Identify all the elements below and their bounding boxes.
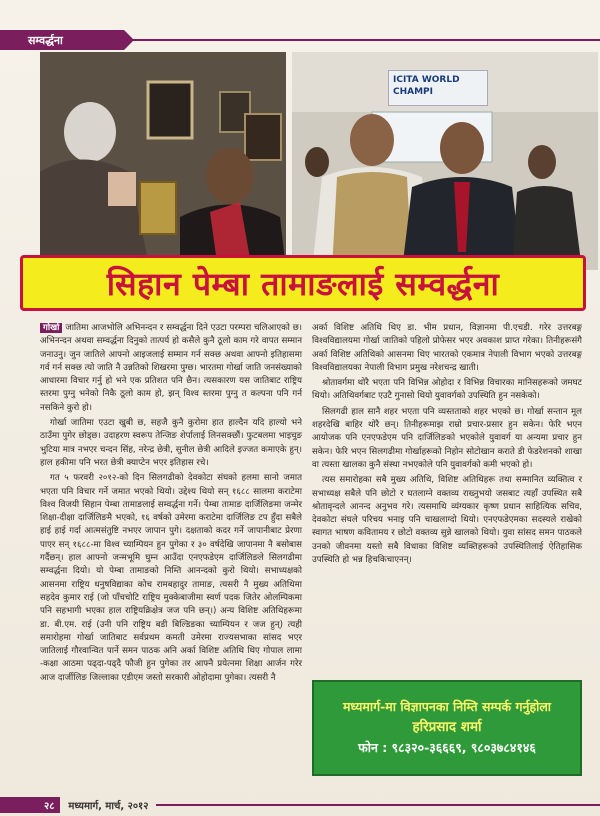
- paragraph-1-text: जातिमा आजभोलि अभिनन्दन र सम्वर्द्धना दिने एउटा परम्परा चलिआएको छ। अभिनन्दन अथवा सम्वर्द्धना दिनुको तात्पर्य हो कसैले कुनै ठूलो काम गरे वापत सम्मान जनाउनु। जुन जातिले आफ्नो आइजलाई सम्मान गर्न सक्छ अथवा आफ्नो इतिहासमा गर्व गर्न सक्छ त्यो जाति नै उन्नतिको शिखरमा पुग्छ। भारतमा गोर्खा जाति जनसंख्याको आधारमा विचार गर्नु हो भने एक प्रतिशत पनि छैन। त्यसकारण यस जातिबाट राष्ट्रिय स्तरमा पुग्नु भनेको निकै ठूलो काम हो, झन् विश्व स्तरमा पुग्नु त कल्पना पनि गर्न नसकिने कुरो हो।: [40, 323, 302, 413]
- article-column-right: [312, 322, 582, 569]
- framed-portrait: [148, 82, 192, 138]
- lead-word: गोर्खा: [40, 323, 62, 333]
- page-number: २८: [0, 797, 60, 813]
- man-left-head: [350, 114, 394, 166]
- man-right-head: [440, 122, 484, 174]
- paragraph-3: गत ५ फरवरी २०१२-को दिन सिलगढीको देवकोटा संघको हलमा सानो जमात भएता पनि विचार गर्ने जमात भएको थियो। उद्देश्य थियो सन् १६८८ सालमा कराटेमा विश्व विजयी सिहान पेम्बा तामाङलाई सम्वर्द्धना गर्ने। पेम्बा तामाङ दार्जिलिङमा जन्मेर शिक्षा-दीक्षा दार्जिलिङमै भएको, १६ वर्षको उमेरमा कराटेमा दार्जिलिङ टप हुँदा सबैले हाई हाई गर्दा आत्मसंतुष्टि नभएर जापान पुगे। दक्षताको कदर गर्ने जापानीबाट प्रेरणा पाएर सन् १६८८-मा विश्व च्याम्पियन हुन पुगेका र ३० वर्षदेखि जापानमा नै बसोबास गर्दैछन्। हाल आफ्नो जन्मभूमि घुम्न आउँदा एनएफडेएम दार्जिलिङले सिलगढीमा सम्वर्द्धना दियो। यो पेम्बा तामाङको निम्ति आनन्दको कुरो थियो। सभाध्यक्षको आसनमा राष्ट्रिय धनुषविद्याका कोच रामबहादुर तामाङ, त्यसरी नै मुख्य अतिथिमा सहदेव कुमार राई (जो पाँचचोटि राष्ट्रिय मुक्केबाजीमा स्वर्ण पदक जितेर ओलम्पिकमा पनि सहभागी भएका हाल राष्ट्रियक्रिक्षेत्र जज पनि छन्।) अन्य विशिष्ट अतिथिहरूमा डा. बी.एम. राई (उनी पनि राष्ट्रिय बडी बिल्डिङका च्याम्पियन र जज हुन्) त्यही समारोहमा गोर्खा जातिबाट सर्वप्रथम कमती उमेरमा राज्यसभाका सांसद भएर जातिलाई गौरवान्वित पार्ने समन पाठक अनि अर्का विशिष्ट अतिथि थिए गोपाल लामा -कक्षा आठमा पढ्दा-पढ्दै फौजी हुन पुगेका तर आफ्नै प्रयेत्नमा शिक्षा आर्जन गरेर आज दार्जीलिङ जिल्लाका एडीएम जस्तो सरकारी ओहोदामा पुगेका। त्यसरी नै: [40, 473, 302, 683]
- elder-head: [64, 102, 116, 162]
- photo-left-scene: [40, 52, 286, 270]
- paragraph-5: श्रोतावर्गमा थोरै भएता पनि विभिन्न ओहोदा र विभिन्न विचारका मानिसहरूको जमघट थियो। अतिथिवर्गबाट एउटै गुनासो थियो युवावर्गको उपस्थिति हुन नसकेको।: [312, 378, 582, 402]
- paragraph-6: सिलगढी हाल सानै शहर भएता पनि व्यस्तताको शहर भएको छ। गोर्खा सन्तान मूल शहरदेखि बाहिर थोरै छन्। तिनीहरूमाझ राम्रो प्रचार-प्रसार हुन सकेन। फेरि भएन आयोजक पनि एनएफडेएम पनि दार्जिलिङको भएकोले युवावर्ग या अन्यमा प्रचार हुन सकेन। फेरि भएन सिलगढीमा गोर्खाहरूको निहोन सोटोखान कराते डी फेडरेशनको शाखा वा त्यस्ता खालका कुनै संस्था नभएकोले पनि युवावर्गको कमी भएको हो।: [312, 406, 582, 470]
- honoree-head: [206, 148, 254, 204]
- contact-phone: फोन : ९८३२०-३६६६९, ९८०३७८४१४६: [358, 740, 536, 755]
- banner-sign: ICITA WORLD CHAMPI: [388, 70, 488, 106]
- paragraph-2: गोर्खा जातिमा एउटा खुबी छ, सहजै कुनै कुरोमा हात हाल्दैन यदि हाल्यो भने ठाउँमा पुगेर छोड्छ। उदाहरण स्वरूप तेन्जिङ शेर्पालाई लिनसक्छौं। फुटबलमा भाइचुङ भुटिया मात्र नभएर चन्दन सिंह, नरेन्द्र छेत्री, सुनील छेत्री आदिले इज्जत कमाएके हुन्। हाल हकीमा पनि भरत छेत्री क्याप्टेन भएर इतिहास रचे।: [40, 418, 302, 468]
- photo-left: [40, 52, 286, 270]
- contact-heading: मध्यमार्ग-मा विज्ञापनका निम्ति सम्पर्क गर्नुहोला: [342, 699, 552, 714]
- paragraph-7: त्यस समारोहका सबै मुख्य अतिथि, विशिष्ट अतिथिहरू तथा सम्मानित व्यक्तित्व र सभाध्यक्ष सबैले पनि छोटो र घतलाग्ने वक्तव्य राख्नुभयो जसबाट त्यहाँ उपस्थित सबै श्रोतावृन्दले आनन्द अनुभव गरे। त्यसमाथि व्यंग्यकार कृष्ण प्रधान साहित्यिक सचिव, देवकोटा संघले परिचय भनाइ पनि चाखलाग्दो थियो। एनएफडेएमका सदस्यले राखेको स्वागत भाषण कवितामय र छोटो वक्तव्य सुन्ने खालको थियो। युवा सांसद समन पाठकले उनको जीवनमा यस्तो सबै विधाका विशिष्ट व्यक्तिहरूको उपस्थितिलाई ऐतिहासिक उपस्थिति हो भन्न हिचकिचाएनन्।: [312, 475, 582, 566]
- memento: [140, 182, 176, 234]
- contact-name: हरिप्रसाद शर्मा: [412, 719, 482, 735]
- footer-rule: [156, 804, 600, 806]
- headline-text: सिहान पेम्बा तामाङलाई सम्वर्द्धना: [106, 264, 500, 303]
- paragraph-4: अर्का विशिष्ट अतिथि थिए डा. भीम प्रधान, विज्ञानमा पी.एचडी. गरेर उत्तरबङ्ग विश्वविद्यालयमा गोर्खा जातिको पहिलो प्रोफेसर भएर अवकाश प्राप्त गरेका। तिनीहरूसंगै अर्का विशिष्ट अतिथिको आसनमा थिए भारतको एकमात्र नेपाली विभाग भएको उत्तरबङ्ग विश्वविद्यालयका नेपाली विभाग प्रमुख नरेशचन्द्र खाती।: [312, 323, 582, 373]
- advertising-contact-box: [312, 680, 582, 776]
- publication-info: मध्यमार्ग, मार्च, २०१२: [68, 801, 149, 812]
- article-column-left: [40, 322, 302, 687]
- article-headline: [20, 255, 586, 311]
- paragraph-1: [40, 322, 302, 415]
- photo-right: [292, 52, 598, 270]
- top-rule: [96, 39, 600, 41]
- section-tab: सम्वर्द्धना: [0, 30, 124, 50]
- page-footer: [0, 794, 600, 816]
